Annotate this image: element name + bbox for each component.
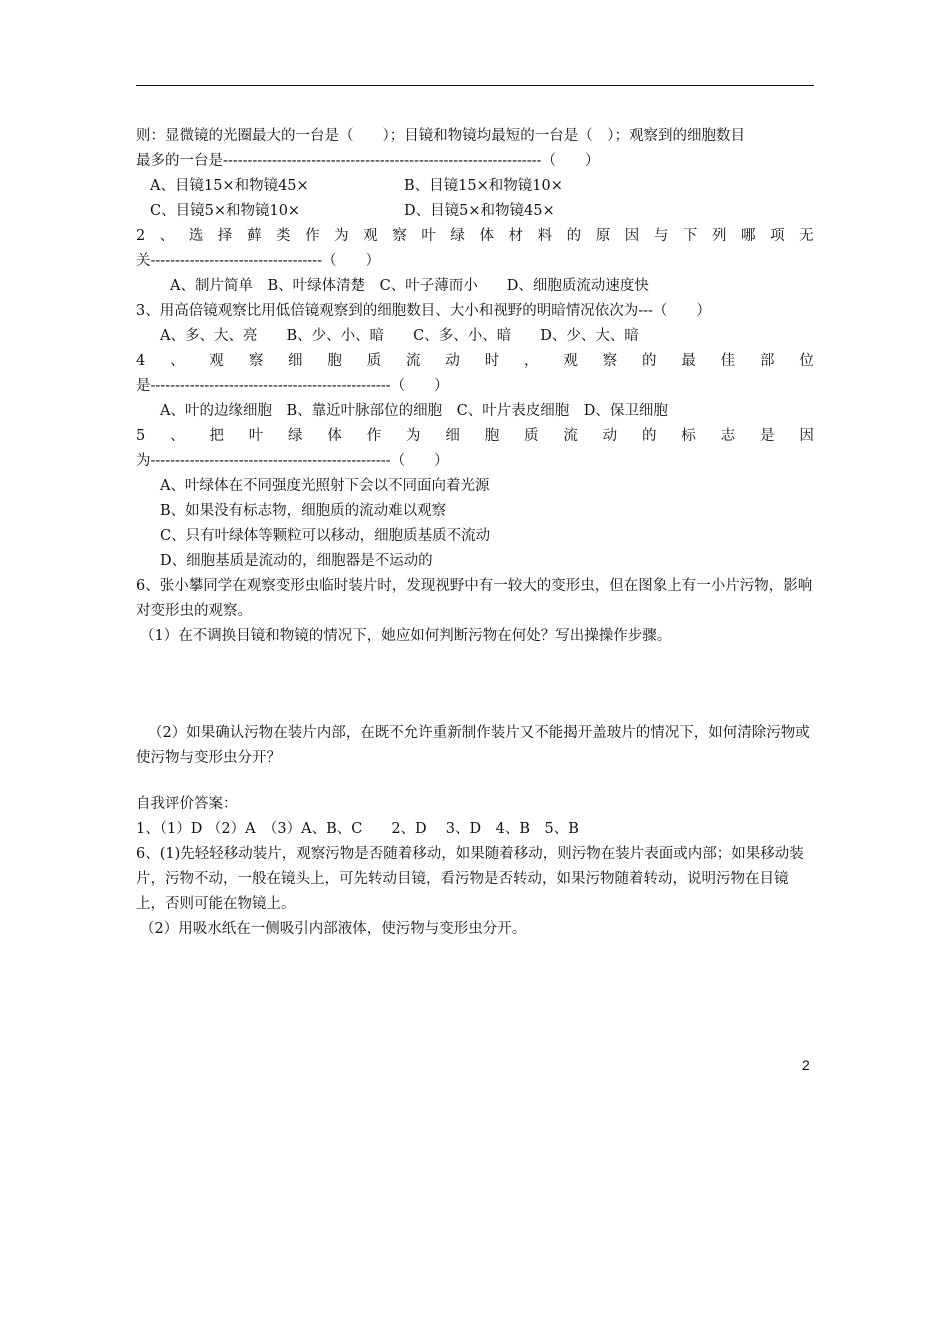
q2-char: 藓 — [246, 228, 262, 244]
answers-q6-part2: （2）用吸水纸在一侧吸引内部液体，使污物与变形虫分开。 — [140, 921, 527, 937]
q2-char: 项 — [770, 228, 785, 244]
q2-char: 观 — [363, 228, 378, 244]
q4-char: 察 — [602, 353, 618, 369]
q3-options: A、多、大、亮 B、少、小、暗 C、多、小、暗 D、少、大、暗 — [160, 328, 639, 344]
q5-char: 为 — [406, 428, 421, 444]
q3-line1: 3、用高倍镜观察比用低倍镜观察到的细胞数目、大小和视野的明暗情况依次为---（ ） — [136, 303, 711, 319]
answers-line1: 1、（1）D （2）A （3）A、B、C 2、D 3、D 4、B 5、B — [136, 821, 579, 837]
answers-q6-part1: 6、(1)先轻轻移动装片，观察污物是否随着移动，如果随着移动，则污物在装片表面或内部；如果移动装片，污物不动，一般在镜头上，可先转动目镜，看污物是否转动，如果污物随着转动，说明污物在目镜上，否则可能在物镜上。 — [136, 846, 804, 912]
q1-line2: 最多的一台是-----------------------------------------------------------------（ ） — [136, 153, 600, 169]
q2-char: 因 — [624, 228, 640, 244]
q4-options: A、叶的边缘细胞 B、靠近叶脉部位的细胞 C、叶片表皮细胞 D、保卫细胞 — [160, 403, 668, 419]
q2-char: 料 — [537, 228, 553, 244]
q2-char: 哪 — [741, 228, 756, 244]
q5-char: 标 — [681, 428, 696, 444]
q2-options: A、制片简单 B、叶绿体清楚 C、叶子薄而小 D、细胞质流动速度快 — [170, 278, 649, 294]
q5-char: 动 — [602, 428, 618, 444]
q4-char: 部 — [759, 353, 775, 369]
q6-sub2: （2）如果确认污物在装片内部，在既不允许重新制作装片又不能揭开盖玻片的情况下，如何清除污物或使污物与变形虫分开？ — [136, 725, 810, 766]
q1-line1: 则：显微镜的光圈最大的一台是（ ）；目镜和物镜均最短的一台是（ ）；观察到的细胞数目 — [136, 128, 745, 144]
q1-options-row1 — [136, 174, 814, 199]
q4-char: 察 — [248, 353, 264, 369]
page-number: 2 — [802, 1057, 810, 1073]
q5-char: 、 — [170, 428, 185, 444]
q5-option-b: B、如果没有标志物，细胞质的流动难以观察 — [160, 503, 447, 519]
q2-char: 2 — [136, 228, 146, 244]
q2-char: 选 — [188, 228, 204, 244]
q5-char: 胞 — [484, 428, 500, 444]
q4-char: 位 — [799, 353, 814, 369]
q4-char: 最 — [681, 353, 696, 369]
q1-option-a: A、目镜15×和物镜45× — [150, 178, 309, 194]
q4-char: 佳 — [720, 353, 736, 369]
document-body — [136, 124, 814, 942]
q4-char: 细 — [288, 353, 303, 369]
q4-char: 的 — [642, 353, 657, 369]
q4-char: 时 — [484, 353, 500, 369]
q5-option-d: D、细胞基质是流动的，细胞器是不运动的 — [160, 553, 433, 569]
q2-line1 — [136, 224, 814, 249]
q4-char: 胞 — [327, 353, 342, 369]
q4-char: ， — [524, 353, 539, 369]
q1-option-c: C、目镜5×和物镜10× — [150, 203, 301, 219]
q4-char: 质 — [366, 353, 382, 369]
q2-char: 原 — [595, 228, 611, 244]
q5-option-c: C、只有叶绿体等颗粒可以移动，细胞质基质不流动 — [160, 528, 491, 544]
q5-char: 把 — [209, 428, 224, 444]
q5-line1 — [136, 424, 814, 449]
q4-char: 观 — [563, 353, 578, 369]
q2-char: 的 — [566, 228, 582, 244]
q4-char: 观 — [209, 353, 224, 369]
q2-char: 择 — [217, 228, 233, 244]
q5-char: 叶 — [248, 428, 264, 444]
q1-options-row2 — [136, 199, 814, 224]
q2-char: 无 — [799, 228, 814, 244]
q4-char: 流 — [406, 353, 421, 369]
q4-line2: 是-------------------------------------------------（ ） — [136, 378, 449, 394]
q2-line2: 关-----------------------------------（ ） — [136, 253, 380, 269]
q2-char: 下 — [682, 228, 698, 244]
q2-char: 类 — [276, 228, 291, 244]
q4-char: 4 — [136, 353, 146, 369]
q5-char: 因 — [799, 428, 814, 444]
answer-space — [136, 649, 814, 721]
q5-char: 质 — [524, 428, 539, 444]
q5-char: 细 — [445, 428, 460, 444]
q2-char: 列 — [711, 228, 727, 244]
q2-char: 叶 — [421, 228, 436, 244]
q2-char: 体 — [479, 228, 494, 244]
q1-option-d: D、目镜5×和物镜45× — [404, 203, 555, 219]
answers-heading: 自我评价答案： — [136, 796, 238, 812]
q2-char: 材 — [508, 228, 524, 244]
q1-option-b: B、目镜15×和物镜10× — [404, 178, 563, 194]
q2-char: 察 — [392, 228, 407, 244]
q5-char: 绿 — [288, 428, 303, 444]
q2-char: 作 — [305, 228, 320, 244]
q5-char: 是 — [759, 428, 775, 444]
spacer — [136, 771, 814, 792]
q2-char: 绿 — [450, 228, 465, 244]
q5-line2: 为-------------------------------------------------（ ） — [136, 453, 449, 469]
q2-char: 与 — [653, 228, 669, 244]
q4-char: 、 — [170, 353, 185, 369]
q6-stem: 6、张小攀同学在观察变形虫临时装片时，发现视野中有一较大的变形虫，但在图象上有一小片污物，影响对变形虫的观察。 — [136, 578, 813, 619]
header-rule — [136, 85, 814, 86]
q4-char: 动 — [445, 353, 460, 369]
q5-char: 志 — [720, 428, 736, 444]
q5-char: 流 — [563, 428, 578, 444]
q6-sub1: （1）在不调换目镜和物镜的情况下，她应如何判断污物在何处？写出操操作步骤。 — [140, 628, 672, 644]
q5-char: 5 — [136, 428, 146, 444]
q5-option-a: A、叶绿体在不同强度光照射下会以不同面向着光源 — [160, 478, 490, 494]
q2-char: 、 — [159, 228, 175, 244]
q5-char: 的 — [642, 428, 657, 444]
q4-line1 — [136, 349, 814, 374]
q5-char: 作 — [366, 428, 382, 444]
q2-char: 为 — [334, 228, 349, 244]
q5-char: 体 — [327, 428, 342, 444]
